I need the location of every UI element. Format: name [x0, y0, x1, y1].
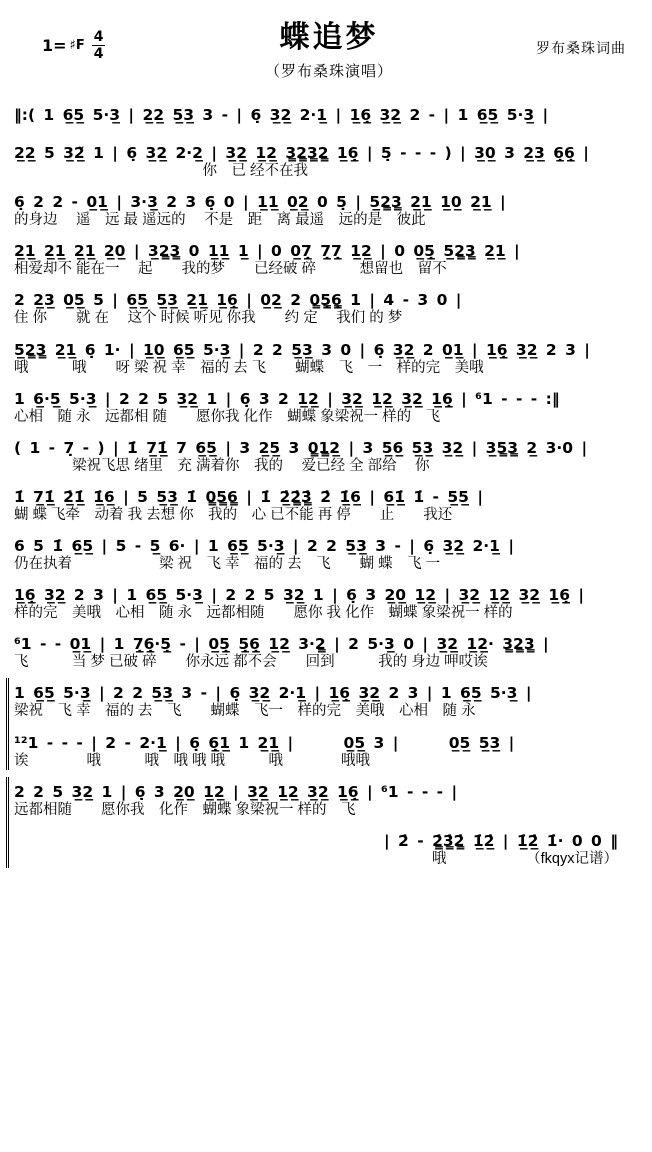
lyrics-line: 样的完 美哦 心相 随 永 远都相随 愿你 我 化作 蝴蝶 象梁祝一 样的 [14, 605, 513, 622]
system-3 [14, 187, 644, 229]
jianpu-notes: 2̲1̲ 2̲1̲ 2̲1̲ 2̲0̲ | 3̲2̳3̳ 0 1̲1̲ 1̲ | 0 0̲7̲̣ 7̲̣7̲̣ 1̲2̲ | 0 0̲5̲̣ 5̲2̳3̳ 2̲1̲ | [14, 242, 520, 261]
system-10 [14, 531, 644, 573]
system-1 [14, 100, 644, 131]
duet-group-1 [6, 678, 644, 769]
jianpu-notes: ¹²1 - - - | 2 - 2·1̲ | 6̣ 6̲̣1̲ 1 2̲1̲ | 0̲5̲ 3 | 0̲5̲ 5̲3̲ | [14, 733, 515, 752]
system-2 [14, 138, 644, 180]
jianpu-notes: 5̲2̳3̳ 2̲1̲ 6̣ 1· | 1̲0̲ 6̲5̲ 5·3̲ | 2 2 5̲3̲ 3 0 | 6̣ 3̲2̲ 2 0̲1̲ | 1̲6̲̣ 3̲2̲ 2 3 | [14, 340, 590, 359]
jianpu-notes: 2 2 5 3̲2̲ 1 | 6̣ 3 2̲0̲ 1̲2̲ | 3̲2̲ 1̲2̲ 3̲2̲ 1̲6̲̣ | ⁶1 - - - | [14, 782, 458, 801]
lyrics-line: 心相 随 永 远都相 随 愿你我 化作 蝴蝶 象梁祝一 样的 飞 [14, 408, 441, 425]
system-4 [14, 236, 644, 278]
jianpu-notes: 1̇ 7̲1̲̇ 2̲̇1̲̇ 1̲̇6̲ | 5 5̲3̲ 1̇ 0̳5̳6̳ | 1̇ 2̲̇2̳̇3̳̇ 2̇ 1̲̇6̲ | 6̲1̲̇ 1̇ - 5̲5̲ | [14, 487, 484, 506]
system-16-voice-2 [14, 826, 644, 868]
jianpu-notes: ( 1 - 7̣ - ) | 1̇ 7̲1̲̇ 7 6̲5̲ | 3 2̲5̲ 3 0̳1̳2̲ | 3 5̲6̲ 5̲3̲ 3̲2̲ | 3̲5̳3̳ 2̲ 3·0 | [14, 438, 588, 457]
system-7 [14, 384, 644, 426]
lyrics-line: 你 已 经不在我 [14, 163, 309, 179]
lyrics-line: 哦 哦 呀 梁 祝 幸 福的 去 飞 蝴蝶 飞 一 样的完 美哦 [14, 359, 484, 376]
jianpu-notes: 6̣ 2 2 - 0̲1̲ | 3·3̲ 2 3 6̣ 0 | 1̲1̲ 0̲2̲ 0 5̣ | 5̲2̳3̳ 2̲1̲ 1̲0̲ 2̲1̲ | [14, 193, 506, 212]
lyrics-line: 诶 哦 哦 哦 哦 哦 哦 哦哦 [14, 752, 371, 769]
key-prefix: 1= [42, 36, 67, 55]
sheet-header [14, 12, 644, 100]
jianpu-notes: 1 6̲·5̲ 5·3̲ | 2 2 5 3̲2̲ 1 | 6̣ 3 2 1̲2̲ | 3̲2̲ 1̲2̲ 3̲2̲ 1̲6̲̣ | ⁶1 - - - :‖ [14, 389, 560, 408]
jianpu-notes: 1 6̲5̲ 5·3̲ | 2 2 5̲3̲ 3 - | 6̣ 3̲2̲ 2·1̲ | 1̲6̲̣ 3̲2̲ 2 3 | 1 6̲5̲ 5·3̲ | [14, 684, 532, 703]
jianpu-notes: ‖:( 1 6̲5̲ 5·3̲ | 2̲2̲ 5̲3̲ 3 - | 6̣ 3̲2̲ 2·1̲ | 1̲6̲̣ 3̲2̲ 2 - | 1 6̲5̲ 5·3̲ | [14, 106, 549, 124]
jianpu-notes: 6 5 1̇ 6̲5̲ | 5 - 5̲ 6· | 1 6̲5̲ 5·3̲ | 2 2 5̲3̲ 3 - | 6̣ 3̲2̲ 2·1̲ | [14, 537, 515, 555]
lyrics-line: 梁祝 飞 幸 福的 去 飞 蝴蝶 飞一 样的完 美哦 心相 随 永 [14, 703, 476, 720]
jianpu-notes: | 2̇ - 2̳̇3̳̇2̳̇ 1̲̇2̲̇ | 1̲̇2̲̇ 1̇· 0 0 ‖ [384, 831, 618, 850]
meter-numerator: 4 [93, 29, 104, 45]
lyrics-line: 蝴 蝶 飞牵 动着 我 去想 你 我的 心 已不能 再 停 止 我还 [14, 506, 453, 523]
duet-group-2 [6, 777, 644, 868]
system-8 [14, 433, 644, 475]
system-5 [14, 285, 644, 327]
key-signature [42, 30, 105, 61]
system-14-voice-2 [14, 728, 644, 770]
time-signature [92, 30, 106, 61]
system-13-voice-1 [14, 678, 644, 720]
lyrics-line: 梁祝飞思 绪里 充 满着你 我的 爱已经 全 部给 你 [14, 457, 430, 474]
jianpu-notes: 2̲2̲ 5 3̲2̲̃ 1 | 6̣ 3̲2̲ 2·2̲ | 3̲2̲ 1̲2̲ 3̳2̳3̳2̳ 1̲6̲̣ | 5̣ - - - ) | 3̲0̲ 3 2̲3̲ 6̲̣6̲̣ | [14, 144, 589, 162]
lyrics-line-with-transcriber-credit: 哦 （fkqyx记谱） [431, 850, 618, 867]
lyrics-line: 住 你 就 在 这个 时候 听见 你我 约 定 我们 的 梦 [14, 310, 403, 327]
key-accidental: ♯F [69, 38, 85, 53]
lyrics-line: 的身边 遥 远 最 遥远的 不是 距 离 最遥 远的是 彼此 [14, 212, 426, 229]
lyrics-line: 相爱却不 能在一 起 我的梦 已经破 碎 想留也 留不 [14, 261, 447, 278]
system-9 [14, 482, 644, 524]
jianpu-notes: ⁶1 - - 0̲1̲ | 1 7̲̣6̲̣·5̲̣ - | 0̲5̲̣ 5̲̣6̲̣ 1̲2̲ 3·2̳ | 2 5·3̲ 0 | 3̲2̲ 1̲2̲· 3̳2̳3̳ | [14, 635, 549, 654]
system-15-voice-1 [14, 777, 644, 819]
lyrics-line: 飞 当 梦 已破 碎 你永远 都不会 回到 我的 身边 呷哎诶 [14, 654, 488, 671]
system-6 [14, 335, 644, 377]
song-title: 蝶追梦 [279, 21, 379, 54]
jianpu-notes: 2 2̲3̲ 0̲5̲ 5 | 6̲5̲ 5̲3̲ 2̲1̲ 1̲6̲̣ | 0̲2̲ 2 0̳5̳̣6̳̣ 1 | 4 - 3 0 | [14, 291, 462, 310]
lyrics-line: 远都相随 愿你我 化作 蝴蝶 象梁祝一 样的 飞 [14, 801, 356, 818]
composer-credit: 罗布桑珠词曲 [536, 40, 626, 56]
jianpu-notes: 1̲6̲̣ 3̲2̲ 2 3 | 1 6̲5̲ 5·3̲ | 2 2 5 3̲2̲ 1 | 6̣ 3 2̲0̲ 1̲2̲ | 3̲2̲ 1̲2̲ 3̲2̲ 1̲6̲̣ | [14, 586, 585, 605]
performer-subtitle: （罗布桑珠演唱） [264, 63, 393, 80]
meter-denominator: 4 [93, 46, 104, 62]
system-12 [14, 629, 644, 671]
lyrics-line: 仍在执着 梁 祝 飞 幸 福的 去 飞 蝴 蝶 飞 一 [14, 556, 441, 572]
system-11 [14, 580, 644, 622]
